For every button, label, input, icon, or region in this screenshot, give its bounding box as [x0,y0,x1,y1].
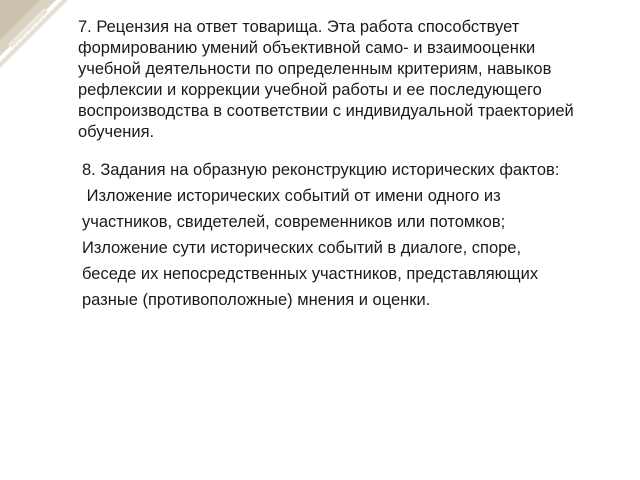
item-8-line: участников, свидетелей, современников или потомков; [82,213,506,231]
item-8-line: беседе их непосредственных участников, представляющих [82,265,539,283]
item-8-line: Изложение исторических событий от имени одного из [82,187,501,205]
item-8-text [82,157,622,313]
item-7-line: 7. Рецензия на ответ товарища. Эта работа способствует [78,18,520,36]
item-7-line: воспроизводства в соответствии с индивидуальной траекторией [78,102,574,120]
item-7-line: рефлексии и коррекции учебной работы и ее последующего [78,81,542,99]
item-8-line: разные (противоположные) мнения и оценки. [82,291,431,309]
item-8-line: Изложение сути исторических событий в диалоге, споре, [82,239,522,257]
item-7-text [78,17,630,143]
item-7-line: учебной деятельности по определенным критериям, навыков [78,60,552,78]
item-7-line: формированию умений объективной само- и взаимооценки [78,39,536,57]
item-7-line: обучения. [78,123,155,141]
corner-decoration [0,0,80,80]
item-8-line: 8. Задания на образную реконструкцию исторических фактов: [82,161,560,179]
